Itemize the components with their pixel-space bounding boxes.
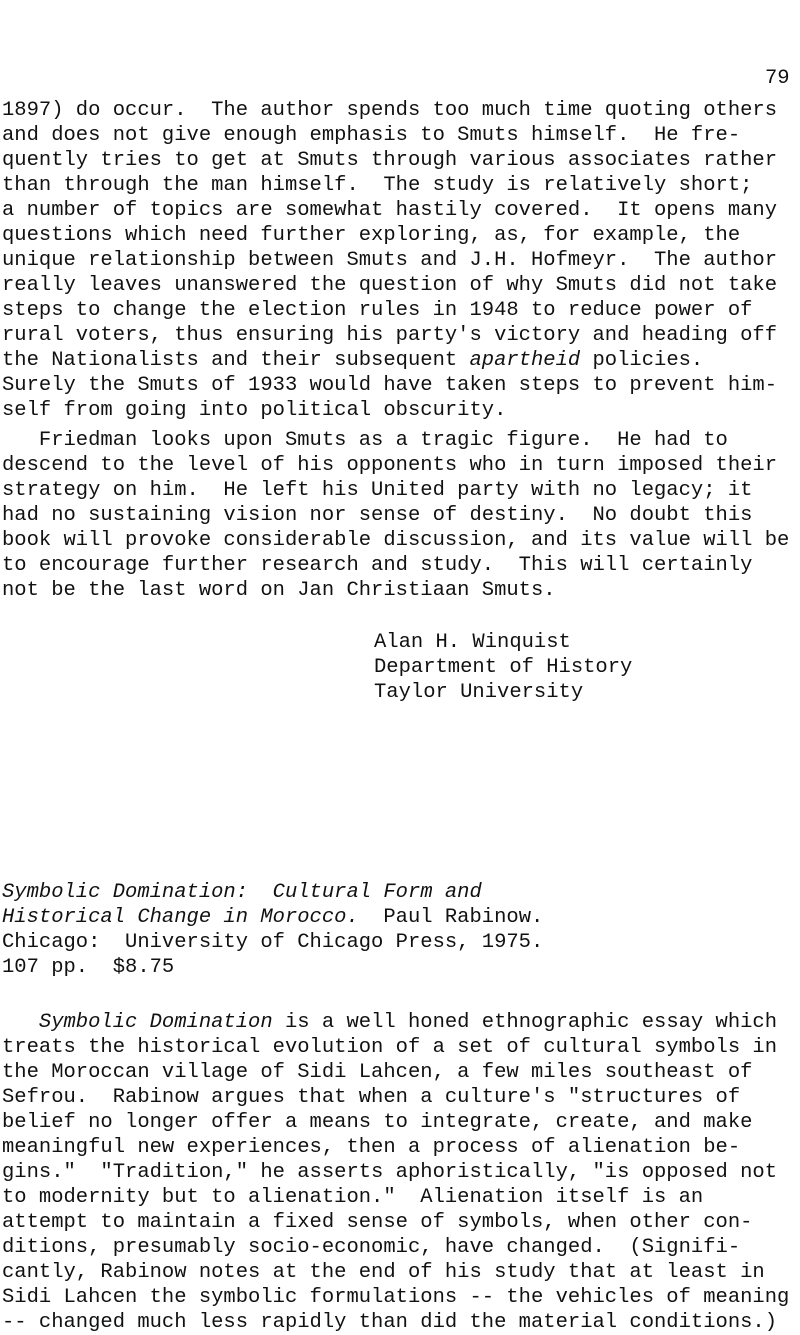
text-line xyxy=(2,348,703,373)
text-line: Sidi Lahcen the symbolic formulations -- the vehicles of meaning xyxy=(2,1286,790,1309)
text-line: had no sustaining vision nor sense of destiny. No doubt this xyxy=(2,504,753,527)
text-line: 1897) do occur. The author spends too much time quoting others xyxy=(2,99,778,122)
text-line: not be the last word on Jan Christiaan Smuts. xyxy=(2,579,556,602)
book-title xyxy=(2,880,482,905)
text-line: -- changed much less rapidly than did the material conditions.) xyxy=(2,1311,778,1334)
text-line: attempt to maintain a fixed sense of symbols, when other con- xyxy=(2,1211,753,1234)
text-line: to encourage further research and study. This will certainly xyxy=(2,554,753,577)
indent xyxy=(2,1011,39,1034)
text-line: quently tries to get at Smuts through various associates rather xyxy=(2,149,778,172)
text-line: than through the man himself. The study is relatively short; xyxy=(2,174,753,197)
text-line: questions which need further exploring, as, for example, the xyxy=(2,224,741,247)
text-line: self from going into political obscurity. xyxy=(2,399,507,422)
text-line xyxy=(2,1010,777,1035)
text-line: book will provoke considerable discussion, and its value will be xyxy=(2,529,790,552)
text-line: the Moroccan village of Sidi Lahcen, a few miles southeast of xyxy=(2,1061,753,1084)
reviewer-institution: Taylor University xyxy=(374,681,584,704)
text-line: Sefrou. Rabinow argues that when a culture's "structures of xyxy=(2,1086,741,1109)
text-line: to modernity but to alienation." Alienation itself is an xyxy=(2,1186,704,1209)
text-line: strategy on him. He left his United party with no legacy; it xyxy=(2,479,753,502)
text-segment: policies. xyxy=(580,349,704,372)
text-segment: is a well honed ethnographic essay which xyxy=(272,1011,778,1034)
text-line: a number of topics are somewhat hastily covered. It opens many xyxy=(2,199,778,222)
book-title-italic: Historical Change in Morocco. xyxy=(2,906,359,929)
text-line: and does not give enough emphasis to Smuts himself. He fre- xyxy=(2,124,741,147)
text-line: ditions, presumably socio-economic, have changed. (Signifi- xyxy=(2,1236,741,1259)
text-line: cantly, Rabinow notes at the end of his study that at least in xyxy=(2,1261,765,1284)
text-line: unique relationship between Smuts and J.H. Hofmeyr. The author xyxy=(2,249,778,272)
page-number: 79 xyxy=(765,67,790,90)
text-line: really leaves unanswered the question of why Smuts did not take xyxy=(2,274,778,297)
text-segment: the Nationalists and their subsequent xyxy=(2,349,470,372)
text-line: belief no longer offer a means to integrate, create, and make xyxy=(2,1111,753,1134)
reviewer-department: Department of History xyxy=(374,656,633,679)
book-title-italic: Symbolic Domination: Cultural Form and xyxy=(2,881,482,904)
text-line: Friedman looks upon Smuts as a tragic figure. He had to xyxy=(2,429,728,452)
text-line: rural voters, thus ensuring his party's victory and heading off xyxy=(2,324,778,347)
italic-term: apartheid xyxy=(469,349,581,372)
book-author: Paul Rabinow. xyxy=(358,906,544,929)
text-line: steps to change the election rules in 1948 to reduce power of xyxy=(2,299,753,322)
text-line: meaningful new experiences, then a process of alienation be- xyxy=(2,1136,741,1159)
reviewer-name: Alan H. Winquist xyxy=(374,631,571,654)
text-line: gins." "Tradition," he asserts aphoristically, "is opposed not xyxy=(2,1161,778,1184)
book-publisher: Chicago: University of Chicago Press, 1975. xyxy=(2,931,544,954)
text-line: Surely the Smuts of 1933 would have taken steps to prevent him- xyxy=(2,374,778,397)
book-pages-price: 107 pp. $8.75 xyxy=(2,956,175,979)
book-title-line2 xyxy=(2,905,543,930)
text-line: treats the historical evolution of a set of cultural symbols in xyxy=(2,1036,778,1059)
italic-term: Symbolic Domination xyxy=(38,1011,273,1034)
text-line: descend to the level of his opponents who in turn imposed their xyxy=(2,454,778,477)
